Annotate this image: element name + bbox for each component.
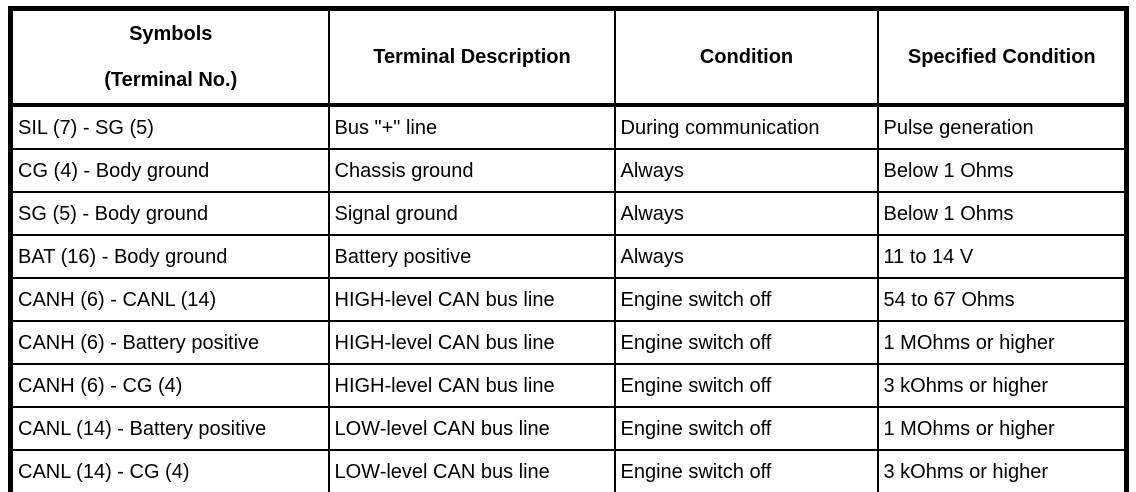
table-row [11, 278, 1127, 321]
cell-condition: Always [615, 192, 878, 235]
table-header-row [11, 9, 1127, 106]
cell-specified-condition: 3 kOhms or higher [878, 364, 1127, 407]
header-symbols-line2: (Terminal No.) [104, 69, 238, 91]
cell-specified-condition: Below 1 Ohms [878, 149, 1127, 192]
header-symbols-line1: Symbols [129, 23, 213, 45]
cell-terminal-description: HIGH-level CAN bus line [329, 278, 615, 321]
cell-symbols: CANL (14) - CG (4) [11, 450, 329, 492]
cell-terminal-description: Signal ground [329, 192, 615, 235]
cell-symbols: BAT (16) - Body ground [11, 235, 329, 278]
cell-specified-condition: 11 to 14 V [878, 235, 1127, 278]
cell-condition: Engine switch off [615, 278, 878, 321]
table-row [11, 192, 1127, 235]
cell-specified-condition: 1 MOhms or higher [878, 407, 1127, 450]
cell-terminal-description: HIGH-level CAN bus line [329, 364, 615, 407]
cell-symbols: CANH (6) - CG (4) [11, 364, 329, 407]
cell-terminal-description: HIGH-level CAN bus line [329, 321, 615, 364]
cell-symbols: CANH (6) - CANL (14) [11, 278, 329, 321]
cell-condition: Engine switch off [615, 450, 878, 492]
header-symbols [11, 9, 329, 106]
header-specified-condition: Specified Condition [878, 9, 1127, 106]
cell-symbols: SIL (7) - SG (5) [11, 105, 329, 149]
cell-specified-condition: Pulse generation [878, 105, 1127, 149]
table-row [11, 364, 1127, 407]
cell-condition: Always [615, 149, 878, 192]
table-row [11, 105, 1127, 149]
cell-condition: Engine switch off [615, 407, 878, 450]
cell-symbols: SG (5) - Body ground [11, 192, 329, 235]
header-condition: Condition [615, 9, 878, 106]
cell-specified-condition: 54 to 67 Ohms [878, 278, 1127, 321]
table-row [11, 235, 1127, 278]
table-row [11, 450, 1127, 492]
cell-terminal-description: Battery positive [329, 235, 615, 278]
cell-condition: Always [615, 235, 878, 278]
table-row [11, 321, 1127, 364]
cell-specified-condition: 3 kOhms or higher [878, 450, 1127, 492]
cell-condition: Engine switch off [615, 321, 878, 364]
cell-symbols: CANL (14) - Battery positive [11, 407, 329, 450]
cell-symbols: CG (4) - Body ground [11, 149, 329, 192]
table-row [11, 149, 1127, 192]
cell-specified-condition: 1 MOhms or higher [878, 321, 1127, 364]
cell-condition: During communication [615, 105, 878, 149]
header-terminal-description: Terminal Description [329, 9, 615, 106]
cell-specified-condition: Below 1 Ohms [878, 192, 1127, 235]
cell-terminal-description: Chassis ground [329, 149, 615, 192]
cell-terminal-description: Bus "+" line [329, 105, 615, 149]
cell-symbols: CANH (6) - Battery positive [11, 321, 329, 364]
cell-terminal-description: LOW-level CAN bus line [329, 450, 615, 492]
cell-condition: Engine switch off [615, 364, 878, 407]
cell-terminal-description: LOW-level CAN bus line [329, 407, 615, 450]
terminal-spec-table [8, 6, 1129, 492]
table-row [11, 407, 1127, 450]
